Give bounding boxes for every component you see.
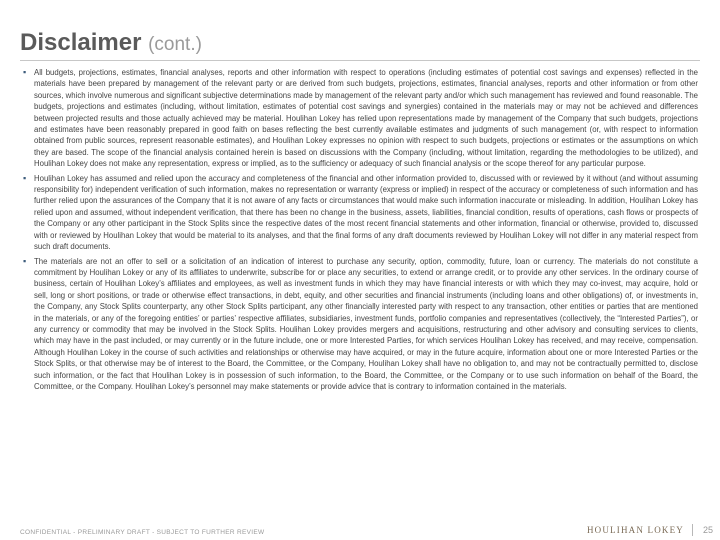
bullet-icon: ▪ xyxy=(23,255,27,266)
page-number: 25 xyxy=(702,525,713,535)
page-title-main: Disclaimer xyxy=(20,29,142,56)
bullet-icon: ▪ xyxy=(23,172,27,183)
disclaimer-item xyxy=(22,256,698,393)
disclaimer-body xyxy=(22,67,698,395)
disclaimer-text: All budgets, projections, estimates, financial analyses, reports and other information with respect to operations (including estimates of potential cost savings and expenses) reflected in the materials have been prepared by management of the relevant party or are derived from such budgets, projections, estimates, financial analyses, reports and other information or from other sources, which involve numerous and significant subjective determinations made by management of the relevant party and/or which such management has reviewed and found reasonable. The budgets, projections and estimates (including, without limitation, estimates of potential cost savings and synergies) contained in the materials may or may not be achieved and differences between projected results and those actually achieved may be material. Houlihan Lokey has relied upon representations made by management of the Company that such budgets, projections and estimates have been reasonably prepared in good faith on bases reflecting the best currently available estimates and judgments of such management (or, with respect to information obtained from public sources, represent reasonable estimates), and Houlihan Lokey expresses no opinion with respect to such budgets, projections or estimates or the assumptions on which they are based. The scope of the financial analysis contained herein is based on discussions with the Company (including, without limitation, regarding the methodologies to be utilized), and Houlihan Lokey does not make any representation, express or implied, as to the sufficiency or adequacy of such financial analysis or the scope thereof for any particular purpose. xyxy=(34,68,698,169)
page-number-divider xyxy=(692,524,693,536)
page-title xyxy=(20,28,202,60)
bullet-icon: ▪ xyxy=(23,67,27,77)
title-divider xyxy=(20,60,700,61)
disclaimer-item xyxy=(22,67,698,170)
disclaimer-text: The materials are not an offer to sell or a solicitation of an indication of interest to purchase any security, option, commodity, future, loan or currency. The materials do not constitute a commitment by Houlihan Lokey or any of its affiliates to underwrite, subscribe for or place any securities, to extend or arrange credit, or to provide any other services. In the ordinary course of business, certain of Houlihan Lokey’s affiliates and employees, as well as investment funds in which they may have financial interests or with which they may co-invest, may acquire, hold or sell, long or short positions, or trade or otherwise effect transactions, in debt, equity, and other securities and financial instruments (including loans and other obligations) of, or investments in, the Company, any Stock Splits counterparty, any other Stock Splits participant, any other financially interested party with respect to any transaction, other entities or parties that are mentioned in the materials, or any of the foregoing entities’ or parties’ respective affiliates, subsidiaries, investment funds, portfolio companies and representatives (collectively, the “Interested Parties”), or any currency or commodity that may be involved in the Stock Splits. Houlihan Lokey provides mergers and acquisitions, restructuring and other advisory and consulting services to clients, which may have in the past included, or may currently or in the future include, one or more Interested Parties, for which services Houlihan Lokey has received, and may receive, compensation. Although Houlihan Lokey in the course of such activities and relationships or otherwise may have acquired, or may in the future acquire, information about one or more Interested Parties or the Stock Splits, or that otherwise may be of interest to the Board, the Committee, or the Company, Houlihan Lokey shall have no obligation to, and may not be contractually permitted to, disclose such information, or the fact that Houlihan Lokey is in possession of such information, to the Board, the Committee, or the Company or to use such information on behalf of the Board, the Committee, or the Company. Houlihan Lokey’s personnel may make statements or provide advice that is contrary to information contained in the materials. xyxy=(34,256,698,391)
page-title-subtitle: (cont.) xyxy=(148,34,202,55)
disclaimer-text: Houlihan Lokey has assumed and relied upon the accuracy and completeness of the financial and other information provided to, discussed with or reviewed by it without (and without assuming responsibility for) independent verification of such information, makes no representation or warranty (express or implied) in respect of the accuracy or completeness of such information and has further relied upon the assurances of the Company that it is not aware of any facts or circumstances that would make such information inaccurate or misleading. In addition, Houlihan Lokey has relied upon and assumed, without independent verification, that there has been no change in the business, assets, liabilities, financial condition, results of operations, cash flows or prospects of the Company or any other participant in the Stock Splits since the respective dates of the most recent financial statements and other information, financial or otherwise, provided to, discussed with or reviewed by Houlihan Lokey that would be material to its analyses, and that the final forms of any draft documents reviewed by Houlihan Lokey will not differ in any material respect from such draft documents. xyxy=(34,173,698,252)
confidential-note: CONFIDENTIAL - PRELIMINARY DRAFT - SUBJECT TO FURTHER REVIEW xyxy=(20,529,265,536)
disclaimer-item xyxy=(22,173,698,253)
company-logo: HOULIHAN LOKEY xyxy=(586,525,684,535)
